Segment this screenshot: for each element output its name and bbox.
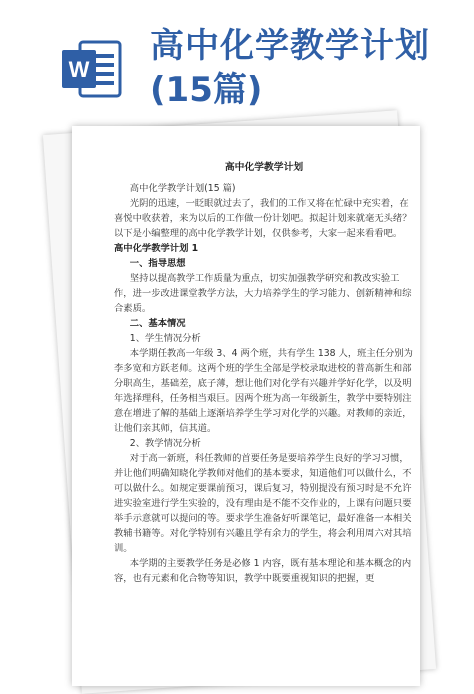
sub2-paragraph: 对于高一新班，科任教师的首要任务是要培养学生良好的学习习惯，并让他们明确知晓化学教师对他们的基本要求，知道他们可以做什么，不可以做什么。如规定要课前预习，课后复习，特别提没有预习时是不允许进实验室进行学生实验的，没有理由是不能不交作业的，上课有问题只要举手示意就可以提问的等。要求学生准备好听课笔记，最好准备一本相关教辅书籍等。对化学特别有兴趣且学有余力的学生，将会利用周六对其培训。 <box>114 453 412 554</box>
sub2-heading: 2、教学情况分析 <box>129 438 201 449</box>
banner-title: 高中化学教学计划 <box>150 26 430 66</box>
plan-heading: 高中化学教学计划 1 <box>114 243 199 254</box>
word-document-icon <box>60 38 124 100</box>
word-icon-letter: W <box>68 57 90 82</box>
sub1-heading: 1、学生情况分析 <box>129 333 201 344</box>
banner-header <box>0 0 474 120</box>
section2-heading: 二、基本情况 <box>129 318 186 329</box>
document-title: 高中化学教学计划 <box>224 162 304 173</box>
section1-heading: 一、指导思想 <box>129 258 186 269</box>
document-subtitle: 高中化学教学计划(15 篇) <box>129 183 236 194</box>
intro-paragraph: 光阴的迅速，一眨眼就过去了，我们的工作又将在忙碌中充实着，在喜悦中收获着，来为以后的工作做一份计划吧。拟起计划来就毫无头绪？以下是小编整理的高中化学教学计划，仅供参考，大家一起来看看吧。 <box>114 198 412 239</box>
document-body <box>114 160 414 586</box>
document-page <box>72 126 420 686</box>
sub1-paragraph: 本学期任教高一年级 3、4 两个班，共有学生 138 人，班主任分别为李多宽和方跃老师。这两个班的学生全部是学校录取进校的普高新生和部分职高生，基础差，底子薄，想让他们对化学有兴趣并学好化学，以及明年选择理科，任务相当艰巨。因两个班为高一年级新生，教学中要特别注意在增进了解的基础上逐渐培养学生学习对化学的兴趣。对教师的亲近，让他们亲其师，信其道。 <box>114 348 413 434</box>
section1-paragraph: 坚持以提高教学工作质量为重点，切实加强教学研究和教改实验工作，进一步改进课堂教学方法，大力培养学生的学习能力、创新精神和综合素质。 <box>114 273 412 314</box>
banner-subtitle: (15篇) <box>150 70 263 110</box>
sub3-paragraph: 本学期的主要教学任务是必修 1 内容，既有基本理论和基本概念的内容，也有元素和化合物等知识，教学中既要重视知识的把握，更 <box>114 558 412 584</box>
